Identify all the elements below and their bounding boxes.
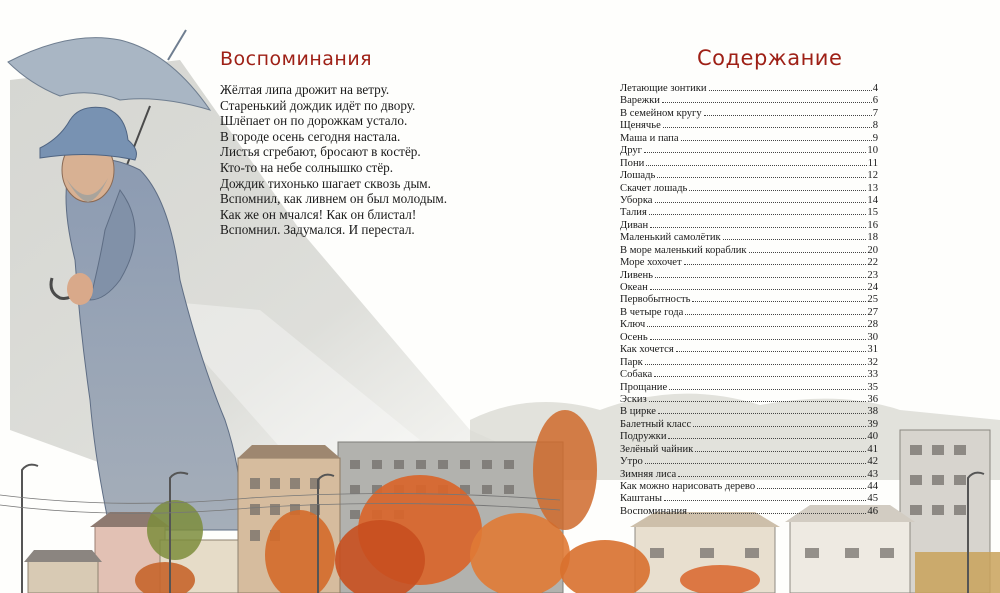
poem-line: Жёлтая липа дрожит на ветру. [220, 82, 390, 97]
toc-entry-page: 42 [867, 456, 878, 468]
toc-entry-page: 8 [872, 120, 878, 132]
toc-entry [620, 183, 878, 195]
toc-entry-title: Океан [620, 282, 648, 293]
toc-entry-page: 45 [867, 493, 878, 505]
toc-dot-leader [649, 214, 867, 215]
toc-entry-page: 41 [867, 443, 878, 455]
toc-entry-title: Прощание [620, 381, 668, 393]
toc-entry-title: Эскиз [620, 393, 647, 405]
toc-entry-title: Как можно нарисовать дерево [620, 481, 756, 492]
toc-entry-title: Подружки [620, 431, 667, 443]
toc-entry-title: Пони [620, 157, 645, 169]
toc-dot-leader [689, 513, 866, 514]
toc-entry-page: 20 [867, 244, 878, 256]
toc-entry-title: Лошадь [620, 170, 656, 182]
toc-entry [620, 108, 878, 120]
toc-dot-leader [663, 127, 872, 128]
toc-dot-leader [669, 389, 866, 390]
toc-entry [620, 232, 878, 244]
poem-line: Дождик тихонько шагает сквозь дым. [220, 175, 431, 191]
toc-entry-page: 24 [867, 282, 878, 293]
contents-title: Содержание [697, 46, 843, 70]
toc-entry-page: 11 [867, 157, 878, 169]
toc-entry-title: В семейном кругу [620, 107, 702, 119]
toc-dot-leader [650, 289, 867, 290]
toc-entry-title: Воспоминания [620, 505, 688, 517]
toc-entry-page: 40 [867, 431, 878, 443]
toc-entry-page: 10 [867, 145, 878, 157]
toc-dot-leader [689, 190, 866, 191]
poem-line: Листья сгребают, бросают в костёр. [220, 144, 421, 160]
toc-entry-page: 7 [872, 107, 878, 119]
toc-entry-title: Маленький самолётик [620, 232, 721, 244]
toc-entry-title: Осень [620, 331, 648, 343]
toc-entry-title: Зимняя лиса [620, 468, 677, 480]
toc-dot-leader [647, 326, 866, 327]
toc-dot-leader [657, 177, 866, 178]
toc-entry-page: 12 [867, 170, 878, 182]
toc-dot-leader [749, 252, 867, 253]
toc-dot-leader [664, 500, 866, 501]
toc-entry-page: 25 [867, 294, 878, 306]
toc-entry-title: Маша и папа [620, 132, 679, 144]
toc-dot-leader [757, 488, 866, 489]
toc-entry [620, 493, 878, 505]
toc-dot-leader [693, 426, 866, 427]
toc-entry-page: 31 [867, 344, 878, 356]
toc-entry-page: 23 [867, 269, 878, 281]
toc-entry-title: Море хохочет [620, 257, 682, 269]
toc-entry [620, 444, 878, 456]
toc-entry [620, 245, 878, 257]
toc-entry [620, 456, 878, 468]
toc-entry-page: 38 [867, 406, 878, 418]
toc-entry [620, 419, 878, 431]
toc-entry [620, 220, 878, 232]
toc-entry [620, 506, 878, 518]
toc-dot-leader [709, 90, 872, 91]
toc-dot-leader [646, 165, 867, 166]
poem-line: Старенький дождик идёт по двору. [220, 97, 416, 113]
toc-entry [620, 469, 878, 481]
toc-entry-page: 44 [867, 481, 878, 492]
toc-dot-leader [685, 314, 866, 315]
toc-entry-page: 39 [867, 418, 878, 430]
toc-entry-page: 28 [867, 319, 878, 331]
toc-dot-leader [692, 301, 866, 302]
toc-entry [620, 406, 878, 418]
toc-entry-title: Балетный класс [620, 418, 692, 430]
toc-entry-page: 9 [872, 132, 878, 144]
toc-entry-title: Уборка [620, 194, 653, 206]
toc-dot-leader [658, 413, 866, 414]
toc-dot-leader [676, 351, 867, 352]
toc-entry-page: 35 [867, 381, 878, 393]
poem-line: Шлёпает он по дорожкам устало. [220, 113, 408, 129]
toc-entry-title: Варежки [620, 95, 660, 107]
toc-dot-leader [662, 102, 872, 103]
toc-entry-title: Парк [620, 356, 643, 368]
toc-entry-title: Зелёный чайник [620, 443, 694, 455]
toc-entry [620, 120, 878, 132]
fence-right [915, 552, 1000, 593]
toc-dot-leader [655, 277, 866, 278]
toc-entry [620, 282, 878, 294]
toc-dot-leader [678, 476, 866, 477]
toc-entry-title: Собака [620, 369, 653, 381]
toc-dot-leader [650, 339, 867, 340]
toc-entry [620, 357, 878, 369]
toc-dot-leader [654, 376, 866, 377]
toc-entry-page: 43 [867, 468, 878, 480]
toc-entry [620, 207, 878, 219]
hand [67, 273, 93, 305]
toc-entry [620, 257, 878, 269]
autumn-tree [533, 410, 597, 530]
toc-entry-title: Ливень [620, 269, 653, 281]
toc-entry [620, 382, 878, 394]
table-of-contents [620, 83, 878, 518]
building-house-left [28, 560, 98, 593]
toc-entry-page: 18 [867, 232, 878, 244]
toc-dot-leader [645, 463, 867, 464]
toc-entry [620, 481, 878, 493]
toc-entry [620, 319, 878, 331]
toc-entry-page: 46 [867, 505, 878, 517]
toc-dot-leader [704, 115, 872, 116]
umbrella-tip [168, 30, 186, 60]
toc-entry-page: 13 [867, 182, 878, 194]
toc-entry [620, 158, 878, 170]
building-beige-left-roof [238, 445, 340, 458]
toc-entry [620, 145, 878, 157]
toc-entry-page: 16 [867, 219, 878, 231]
toc-entry-title: В цирке [620, 406, 656, 418]
toc-entry-page: 22 [867, 257, 878, 269]
toc-dot-leader [668, 438, 866, 439]
toc-entry-page: 27 [867, 306, 878, 318]
toc-entry-title: Скачет лошадь [620, 182, 688, 194]
toc-dot-leader [644, 152, 866, 153]
toc-dot-leader [723, 239, 867, 240]
toc-entry [620, 95, 878, 107]
toc-entry [620, 195, 878, 207]
toc-dot-leader [655, 202, 867, 203]
toc-entry [620, 294, 878, 306]
toc-entry [620, 270, 878, 282]
toc-entry-page: 33 [867, 369, 878, 381]
toc-entry-title: Ключ [620, 319, 646, 331]
toc-entry-title: В море маленький кораблик [620, 244, 747, 256]
toc-entry-page: 30 [867, 331, 878, 343]
toc-entry [620, 431, 878, 443]
toc-entry [620, 369, 878, 381]
toc-entry-title: Первобытность [620, 294, 691, 306]
toc-entry-page: 4 [872, 83, 878, 94]
poem-line: Вспомнил, как ливнем он был молодым. [220, 191, 448, 207]
toc-entry-page: 15 [867, 207, 878, 219]
toc-entry-title: Талия [620, 207, 647, 219]
poem-line: Кто-то на небе солнышко стёр. [220, 159, 394, 175]
toc-entry-page: 6 [872, 95, 878, 107]
autumn-tree [147, 500, 203, 560]
toc-entry-page: 14 [867, 194, 878, 206]
toc-entry [620, 307, 878, 319]
toc-entry-title: Утро [620, 456, 643, 468]
poem-text [220, 82, 550, 238]
toc-dot-leader [695, 451, 866, 452]
toc-entry-title: Летающие зонтики [620, 83, 707, 94]
toc-dot-leader [650, 227, 866, 228]
toc-entry [620, 394, 878, 406]
toc-dot-leader [645, 364, 867, 365]
toc-entry [620, 344, 878, 356]
toc-entry-page: 36 [867, 393, 878, 405]
toc-dot-leader [681, 140, 872, 141]
toc-entry-title: Каштаны [620, 493, 663, 505]
poem-line: В городе осень сегодня настала. [220, 128, 401, 144]
toc-entry [620, 170, 878, 182]
poem-line: Как же он мчался! Как он блистал! [220, 206, 417, 222]
poem-title: Воспоминания [220, 48, 373, 70]
toc-entry [620, 83, 878, 95]
toc-dot-leader [684, 264, 867, 265]
toc-entry-title: Как хочется [620, 344, 674, 356]
toc-entry-title: Щенячье [620, 120, 661, 132]
toc-entry-title: Друг [620, 145, 643, 157]
toc-entry-title: В четыре года [620, 306, 684, 318]
toc-entry-title: Диван [620, 219, 649, 231]
toc-entry [620, 133, 878, 145]
building-house-left-roof [24, 550, 102, 562]
toc-entry-page: 32 [867, 356, 878, 368]
poem-line: Вспомнил. Задумался. И перестал. [220, 222, 415, 238]
toc-dot-leader [649, 401, 867, 402]
toc-entry [620, 332, 878, 344]
